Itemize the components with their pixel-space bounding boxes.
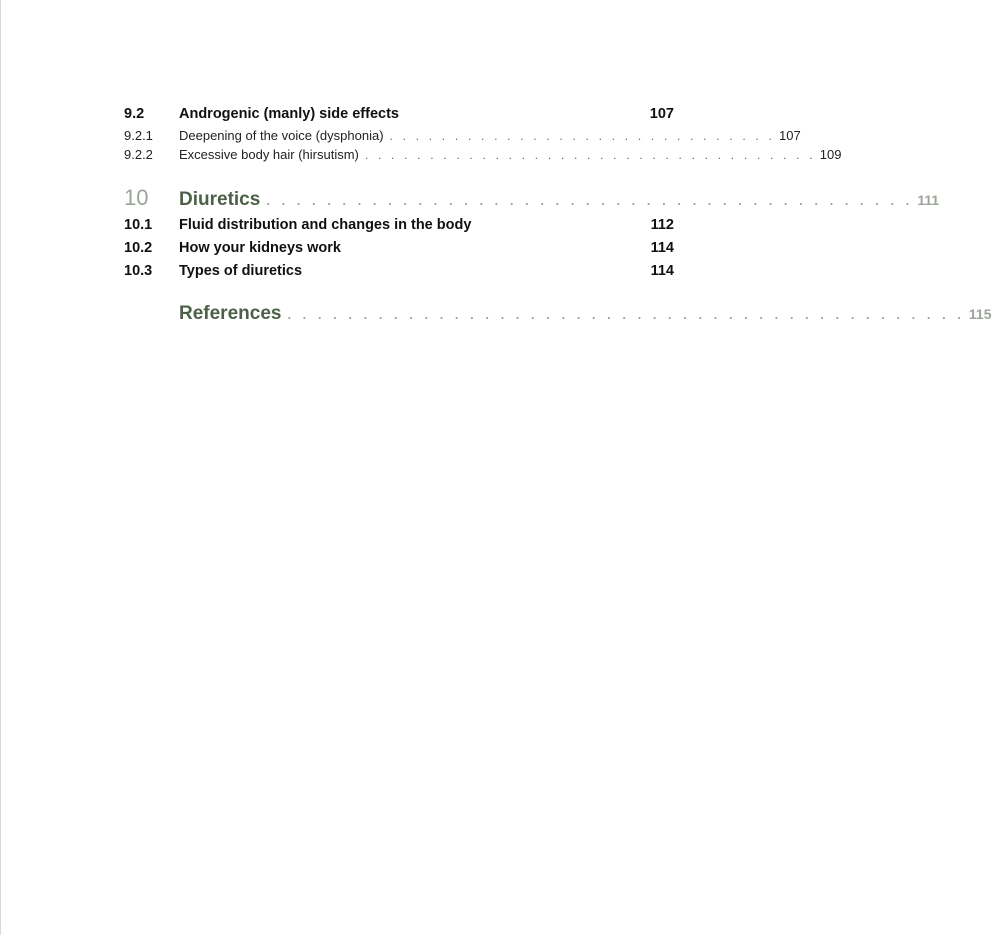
toc-dot-leader: . . . . . . . . . . . . . . . . . . . . . . . . . . . . . . . . . . . (364, 148, 816, 162)
toc-chapter-page: 115 (968, 306, 992, 322)
toc-entry-title: How your kidneys work (179, 240, 341, 256)
toc-chapter-title: Diuretics (179, 189, 261, 210)
toc-dot-leader: . . . . . . . . . . . . . . . . . . . . . . . . . . . . . . . . . . . . . . . . . . . . . (287, 307, 965, 322)
toc-chapter-10 (124, 182, 940, 214)
page-left-edge (0, 0, 1, 935)
toc-entry-page: 112 (650, 217, 674, 233)
toc-entry-number: 10.1 (124, 217, 153, 233)
toc-entry-title: Androgenic (manly) side effects (179, 106, 399, 122)
toc-entry-9-2-1 (124, 126, 801, 145)
toc-chapter-title: References (179, 303, 282, 324)
toc-entry-number: 9.2.1 (124, 128, 153, 143)
toc-entry-number: 9.2.2 (124, 147, 153, 162)
toc-entry-page: 107 (779, 128, 801, 143)
table-of-contents (124, 103, 992, 330)
toc-entry-10-2 (124, 237, 674, 260)
toc-entry-page: 114 (650, 263, 674, 279)
toc-entry-9-2-2 (124, 145, 842, 164)
toc-entry-number: 9.2 (124, 106, 145, 122)
toc-entry-number: 10.2 (124, 240, 153, 256)
toc-chapter-number: 10 (124, 185, 149, 210)
toc-entry-number: 10.3 (124, 263, 153, 279)
toc-entry-page: 114 (650, 240, 674, 256)
toc-entry-9-2 (124, 103, 674, 126)
toc-entry-title: Deepening of the voice (dysphonia) (179, 128, 384, 143)
toc-entry-page: 107 (649, 106, 674, 122)
toc-entry-page: 109 (819, 147, 842, 162)
toc-entry-title: Excessive body hair (hirsutism) (179, 147, 359, 162)
toc-references (124, 298, 992, 330)
toc-entry-10-3 (124, 260, 674, 283)
toc-entry-10-1 (124, 214, 674, 237)
toc-dot-leader: . . . . . . . . . . . . . . . . . . . . . . . . . . . . . . (389, 129, 776, 143)
toc-dot-leader: . . . . . . . . . . . . . . . . . . . . . . . . . . . . . . . . . . . . . . . . . . . (266, 193, 914, 208)
toc-entry-title: Types of diuretics (179, 263, 303, 279)
toc-chapter-page: 111 (917, 192, 940, 208)
toc-entry-title: Fluid distribution and changes in the body (179, 217, 472, 233)
